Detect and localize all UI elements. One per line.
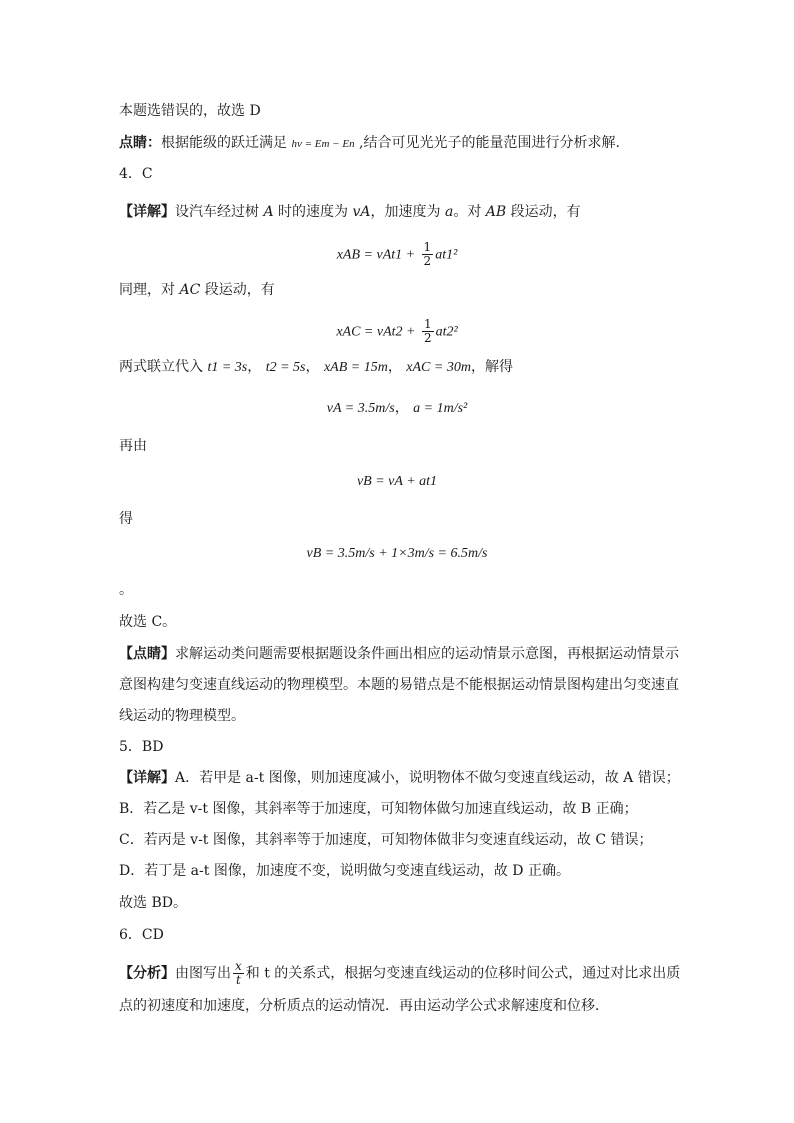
text-line [119, 960, 699, 987]
text: ，解得 [470, 359, 513, 375]
question-number [119, 925, 699, 945]
note-label: 点睛： [119, 135, 161, 151]
text: 同理，对 [119, 282, 180, 298]
text: 段运动，有 [200, 282, 275, 298]
fraction-denominator: 2 [423, 254, 432, 268]
text-line [119, 580, 699, 600]
inline-formula: hν = Em − En [291, 138, 355, 150]
text-line [119, 996, 699, 1016]
fraction-denominator: 2 [423, 331, 432, 345]
text: B．若乙是 v-t 图像，其斜率等于加速度，可知物体做匀加速直线运动，故 B 正确； [119, 801, 638, 817]
text: 4．C [119, 166, 153, 182]
equation-text: xAB = vAt1 + [336, 247, 416, 263]
text-line [119, 280, 699, 300]
equation-text: a = 1m/s² [413, 401, 468, 416]
text: 再由 [119, 438, 147, 454]
equation-text: vB = vA + at1 [356, 474, 438, 489]
fraction-denominator: t [235, 973, 241, 987]
symbol: A [263, 204, 274, 220]
text: D．若丁是 a-t 图像，加速度不变，说明做匀变速直线运动，故 D 正确。 [119, 863, 570, 879]
equation-text: at2² [435, 324, 458, 340]
text: 6．CD [119, 927, 164, 943]
text: 。对 [453, 204, 486, 220]
fraction [233, 960, 244, 987]
text-line [119, 675, 699, 695]
equation [0, 543, 794, 564]
equation [0, 318, 794, 345]
fraction-numerator: x [235, 959, 242, 973]
text-line [119, 509, 699, 529]
text: 故选 BD。 [119, 895, 187, 911]
text: 求解运动类问题需要根据题设条件画出相应的运动情景示意图，再根据运动情景示 [175, 646, 679, 662]
note-label: 【点睛】 [119, 646, 175, 662]
text: A．若甲是 a-t 图像，则加速度减小，说明物体不做匀变速直线运动，故 A 错误； [175, 770, 680, 786]
text: 两式联立代入 [119, 359, 203, 375]
text: 得 [119, 511, 133, 527]
fraction [422, 318, 434, 345]
fraction-numerator: 1 [423, 317, 432, 331]
inline-formula: t2 = 5s [265, 360, 306, 375]
text-line [119, 830, 699, 850]
symbol: AB [485, 204, 507, 220]
text-line [119, 768, 699, 788]
equation [0, 241, 794, 268]
text: C．若丙是 v-t 图像，其斜率等于加速度，可知物体做非匀变速直线运动，故 C 错误； [119, 832, 653, 848]
fraction-numerator: 1 [423, 240, 432, 254]
equation-text: at1² [435, 247, 458, 263]
text-line [119, 893, 699, 913]
text-line [119, 861, 699, 881]
text-line [119, 644, 699, 664]
fraction [422, 241, 434, 268]
text: 本题选错误的，故选 D [119, 103, 261, 119]
text: 和 t 的关系式，根据匀变速直线运动的位移时间公式，通过对比求出质 [245, 965, 681, 982]
text-line [119, 436, 699, 456]
text-line [119, 133, 699, 154]
section-label: 【详解】 [119, 204, 175, 220]
question-number [119, 164, 699, 184]
text: 。 [119, 582, 133, 598]
text-line [119, 706, 699, 726]
equation [0, 471, 794, 492]
inline-formula: xAC = 30m [406, 360, 471, 375]
symbol: vA [352, 204, 371, 220]
text: 时的速度为 [273, 204, 353, 220]
inline-formula: xAB = 15m [323, 360, 388, 375]
text: 5．BD [119, 739, 164, 755]
equation-text: vA = 3.5m/s [326, 401, 395, 416]
text: 点的初速度和加速度，分析质点的运动情况．再由运动学公式求解速度和位移． [119, 998, 609, 1014]
text: ,结合可见光光子的能量范围进行分析求解. [354, 135, 620, 151]
section-label: 【分析】 [119, 965, 175, 982]
text: 根据能级的跃迁满足 [161, 135, 287, 151]
equation-text: xAC = vAt2 + [336, 324, 416, 340]
symbol: a [444, 204, 454, 220]
text: 线运动的物理模型。 [119, 708, 245, 724]
text: 由图写出 [175, 965, 231, 982]
text-line [119, 202, 699, 222]
equation-text: vB = 3.5m/s + 1×3m/s = 6.5m/s [306, 546, 488, 561]
equation: vA = 3.5m/s， a = 1m/s² [326, 400, 468, 416]
text-line [119, 101, 699, 121]
text: 设汽车经过树 [175, 204, 264, 220]
inline-formula: t1 = 3s [207, 360, 248, 375]
text-line [119, 799, 699, 819]
text-line [119, 612, 699, 632]
text: 意图构建匀变速直线运动的物理模型。本题的易错点是不能根据运动情景图构建出匀变速直 [119, 677, 679, 693]
symbol: AC [179, 282, 201, 298]
question-number [119, 737, 699, 757]
text: ，加速度为 [370, 204, 445, 220]
text-line: 两式联立代入 t1 = 3s， t2 = 5s， xAB = 15m， xAC = 30m，解得 [119, 359, 513, 375]
text: 故选 C。 [119, 614, 177, 630]
section-label: 【详解】 [119, 770, 175, 786]
text: 段运动，有 [506, 204, 581, 220]
